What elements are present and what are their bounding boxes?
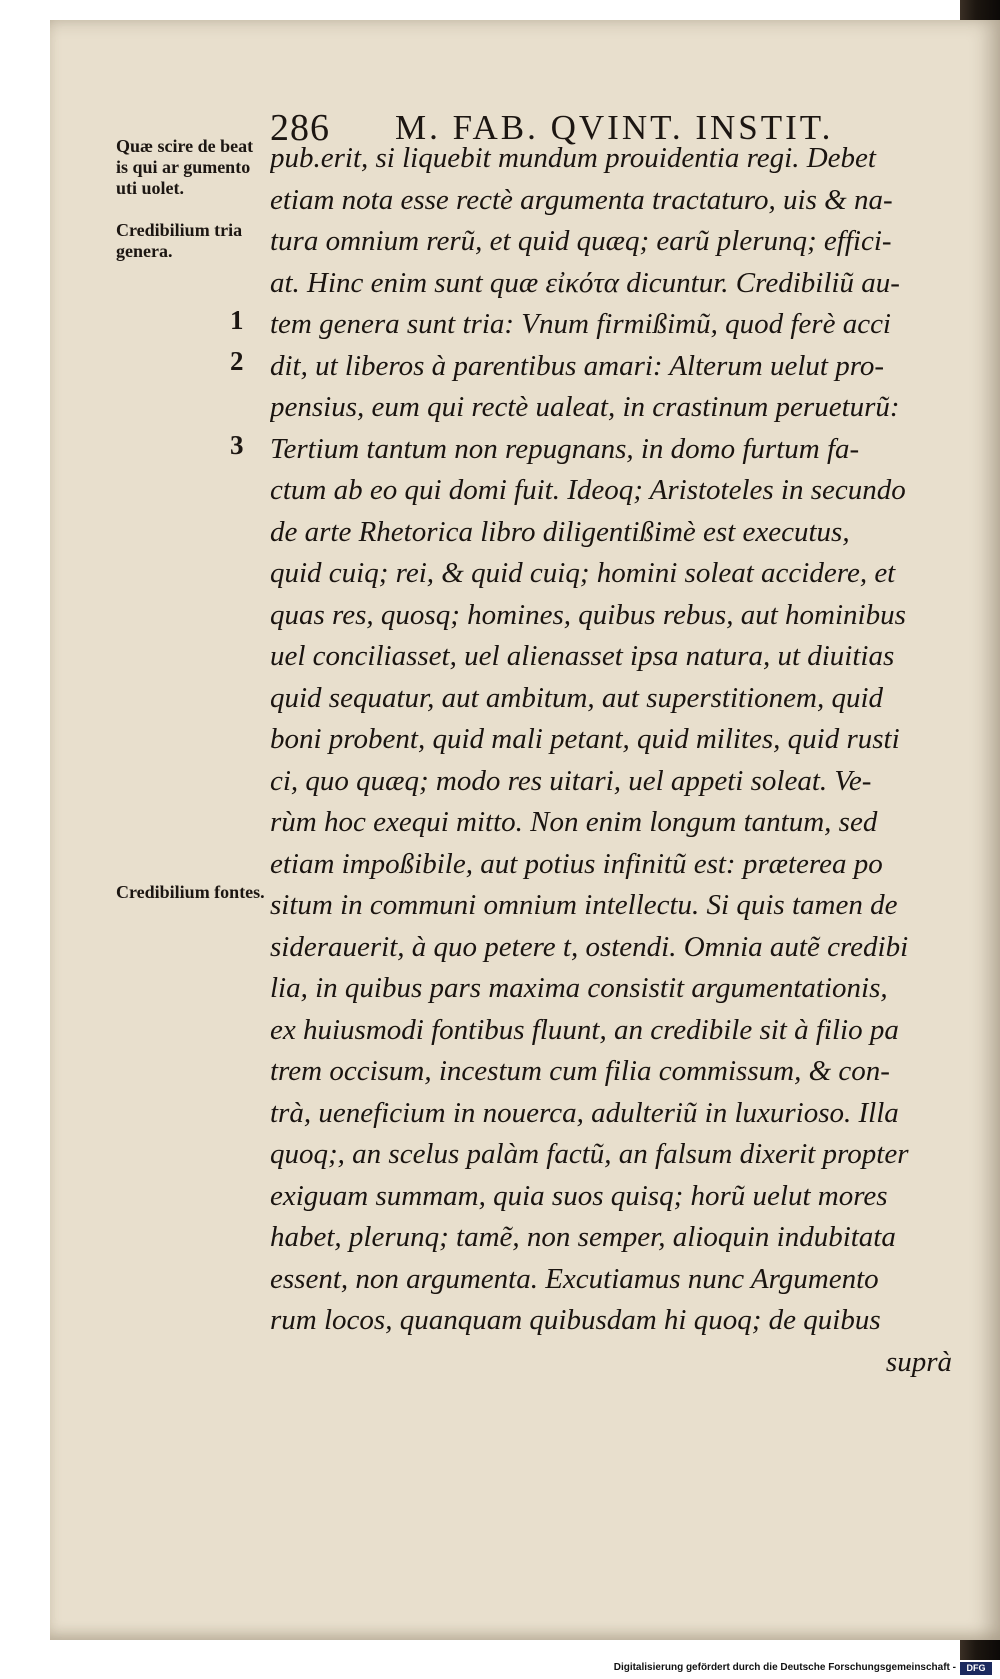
text-line: habet, plerunq; tamẽ, non semper, alioquin indubitata xyxy=(270,1221,896,1253)
text-line: rum locos, quanquam quibusdam hi quoq; de quibus xyxy=(270,1304,881,1336)
text-line: etiam impoßibile, aut potius infinitũ est: præterea po xyxy=(270,847,883,880)
text-line: quid cuiq; rei, & quid cuiq; homini soleat accidere, et xyxy=(270,557,896,589)
running-title: M. FAB. QVINT. INSTIT. xyxy=(395,108,834,147)
text-line: siderauerit, à quo petere t, ostendi. Omnia autẽ credibi xyxy=(270,930,909,963)
catchword: suprà xyxy=(885,1345,952,1378)
text-line: rùm hoc exequi mitto. Non enim longum tantum, sed xyxy=(270,806,878,838)
text-line: trà, ueneficium in nouerca, adulteriũ in luxurioso. Illa xyxy=(270,1096,899,1129)
text-line: essent, non argumenta. Excutiamus nunc Argumento xyxy=(270,1262,879,1295)
text-line: ex huiusmodi fontibus fluunt, an credibile sit à filio pa xyxy=(270,1013,899,1046)
text-line: ci, quo quæq; modo res uitari, uel appeti soleat. Ve- xyxy=(270,764,872,797)
text-line: ctum ab eo qui domi fuit. Ideoq; Aristoteles in secundo xyxy=(270,474,906,506)
margin-note-fontes: Credibilium fontes. xyxy=(116,882,265,902)
text-line: quoq;, an scelus palàm factũ, an falsum dixerit propter xyxy=(270,1138,909,1170)
text-line: dit, ut liberos à parentibus amari: Alterum uelut pro- xyxy=(270,349,885,382)
text-line: lia, in quibus pars maxima consistit argumentationis, xyxy=(270,972,888,1004)
footer-bar xyxy=(0,1660,1000,1679)
text-line: at. Hinc enim sunt quæ εἰκότα dicuntur. Credibiliũ au- xyxy=(270,266,900,299)
text-line: Tertium tantum non repugnans, in domo furtum fa- xyxy=(270,432,860,465)
enumerator-2: 2 xyxy=(230,346,244,376)
text-line: boni probent, quid mali petant, quid milites, quid rusti xyxy=(270,723,900,755)
dfg-logo-icon: DFG xyxy=(960,1662,992,1675)
margin-note-tria-genera: Credibilium tria genera. xyxy=(116,220,243,261)
text-line: quid sequatur, aut ambitum, aut superstitionem, quid xyxy=(270,681,884,714)
text-line: tem genera sunt tria: Vnum firmißimũ, quod ferè acci xyxy=(270,308,891,340)
text-line: pensius, eum qui rectè ualeat, in crastinum perueturũ: xyxy=(270,391,900,423)
text-line: exiguam summam, quia suos quisq; horũ uelut mores xyxy=(270,1179,888,1212)
enumerator-3: 3 xyxy=(230,430,244,460)
text-line: trem occisum, incestum cum filia commissum, & con- xyxy=(270,1055,890,1087)
body-text xyxy=(270,138,990,1383)
text-line: etiam nota esse rectè argumenta tractaturo, uis & na- xyxy=(270,183,893,216)
text-line: de arte Rhetorica libro diligentißimè est executus, xyxy=(270,515,850,548)
text-line: uel conciliasset, uel alienasset ipsa natura, ut diuitias xyxy=(270,640,895,672)
enumerator-1: 1 xyxy=(230,305,244,335)
text-line: pub.erit, si liquebit mundum prouidentia regi. Debet xyxy=(270,142,876,174)
margin-note-scire: Quæ scire de beat is qui ar gumento uti uolet. xyxy=(116,136,254,198)
page-number: 286 xyxy=(270,107,330,149)
digitization-credit: Digitalisierung gefördert durch die Deutsche Forschungsgemeinschaft - xyxy=(613,1662,956,1673)
text-line: quas res, quosq; homines, quibus rebus, aut hominibus xyxy=(270,598,906,631)
book-page xyxy=(50,20,1000,1640)
text-line: situm in communi omnium intellectu. Si quis tamen de xyxy=(270,889,898,921)
text-line: tura omnium rerũ, et quid quæq; earũ plerunq; effici- xyxy=(270,225,892,257)
